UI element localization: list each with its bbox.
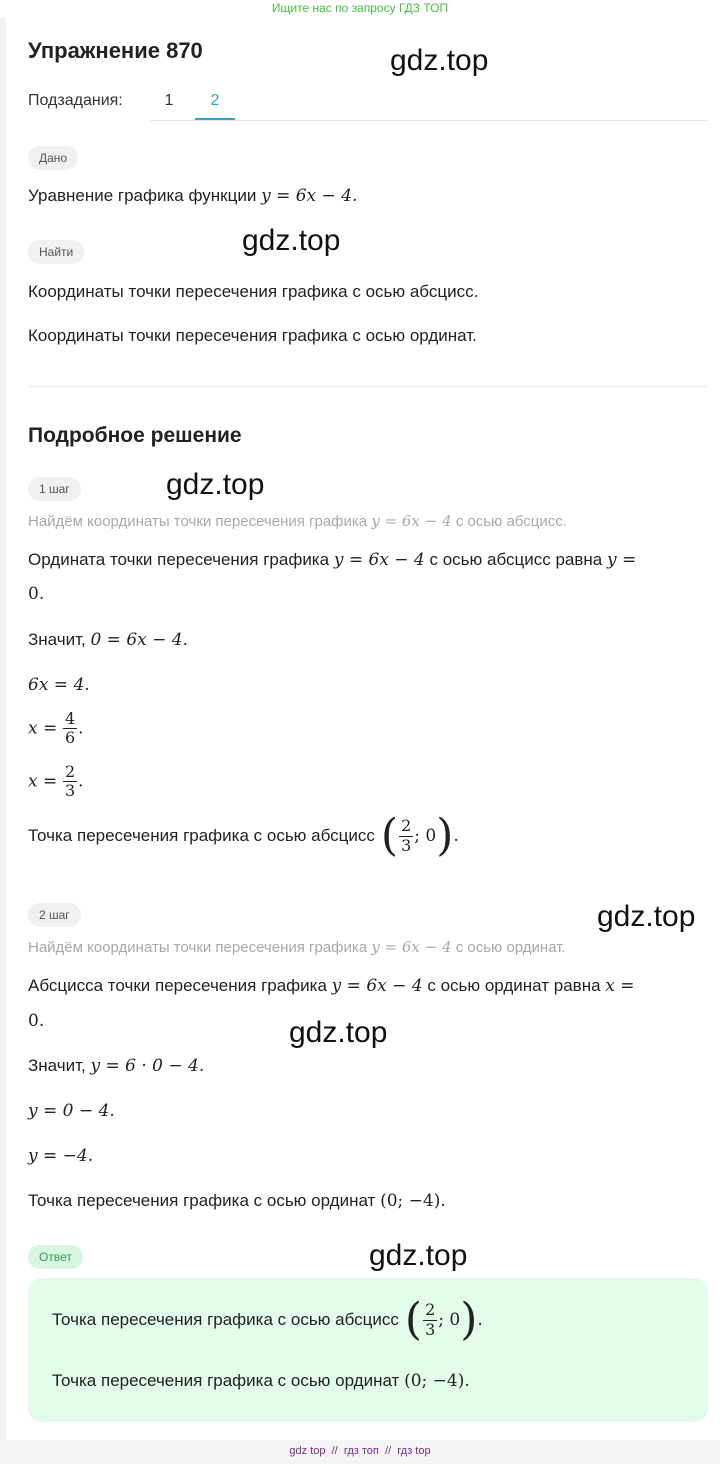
left-rail <box>0 18 6 1446</box>
watermark: gdz.top <box>597 900 696 933</box>
left-paren: ( <box>380 810 399 861</box>
top-banner[interactable]: Ищите нас по запросу ГДЗ ТОП <box>271 1 449 15</box>
step1-line5-frac <box>63 763 77 801</box>
step1-line1-eq2: y = <box>606 550 637 570</box>
step2-line1-a: Абсцисса точки пересечения графика <box>28 976 327 995</box>
answer-line2 <box>52 1371 470 1391</box>
step1-line1-a: Ордината точки пересечения графика <box>28 550 330 569</box>
step1-line1-end: 0. <box>28 584 45 604</box>
frac-den: 3 <box>64 781 76 801</box>
step1-point-rest: ; 0 <box>414 826 437 846</box>
step2-line1-eq2: x = <box>605 976 635 996</box>
frac-den: 3 <box>401 835 412 855</box>
answer-line1 <box>52 1294 483 1345</box>
given-equation: y = 6x − 4. <box>261 186 358 206</box>
step1-line1-eq: y = 6x − 4 <box>333 550 425 570</box>
left-paren: ( <box>404 1294 423 1345</box>
step1-point <box>28 810 459 861</box>
footer-link[interactable]: гдз топ <box>343 1445 379 1457</box>
subtasks-label: Подзадания: <box>28 92 123 109</box>
find-item-1: Координаты точки пересечения графика с осью абсцисс. <box>28 282 479 301</box>
dot: . <box>453 826 459 846</box>
watermark: gdz.top <box>390 44 489 77</box>
step1-hint <box>28 512 567 530</box>
given-label-text: Уравнение графика функции <box>28 186 257 205</box>
step1-line5 <box>28 763 84 801</box>
right-paren: ) <box>436 810 454 861</box>
dot: . <box>477 1310 483 1330</box>
watermark: gdz.top <box>289 1016 388 1049</box>
footer-sep: // <box>385 1445 392 1457</box>
step1-line3: 6x = 4. <box>28 675 90 695</box>
answer-pill: Ответ <box>28 1245 83 1269</box>
step1-line2-a: Значит, <box>28 630 86 649</box>
right-paren: ) <box>460 1294 478 1345</box>
step2-pill: 2 шаг <box>28 903 81 927</box>
frac-den: 3 <box>425 1319 436 1339</box>
watermark: gdz.top <box>166 468 265 501</box>
frac-num: 4 <box>64 709 76 728</box>
watermark: gdz.top <box>242 224 341 257</box>
step2-point <box>28 1191 446 1211</box>
dot: . <box>78 718 84 739</box>
find-item-2: Координаты точки пересечения графика с осью ординат. <box>28 326 477 345</box>
find-pill: Найти <box>28 240 84 264</box>
step2-hint <box>28 938 566 956</box>
step1-hint-eq: y = 6x − 4 <box>371 512 452 530</box>
step1-hint-a: Найдём координаты точки пересечения графика <box>28 513 368 530</box>
given-pill: Дано <box>28 146 78 170</box>
step1-line2-eq: 0 = 6x − 4. <box>90 630 188 650</box>
step2-hint-b: с осью ординат. <box>455 939 566 956</box>
step2-line3: y = 0 − 4. <box>28 1101 115 1121</box>
subtask-tab-2[interactable]: 2 <box>210 92 220 109</box>
footer-link[interactable]: gdz top <box>289 1445 326 1457</box>
step2-line2-eq: y = 6 · 0 − 4. <box>90 1056 205 1076</box>
step2-point-text: Точка пересечения графика с осью ординат <box>28 1191 376 1210</box>
step2-line1-eq: y = 6x − 4 <box>331 976 423 996</box>
step2-line2 <box>28 1056 204 1076</box>
step1-hint-b: с осью абсцисс. <box>455 513 567 530</box>
step1-pill: 1 шаг <box>28 477 81 501</box>
step2-line1 <box>28 976 703 996</box>
solution-title: Подробное решение <box>28 424 242 447</box>
step2-hint-a: Найдём координаты точки пересечения графика <box>28 939 368 956</box>
step1-line4-lhs: x = <box>28 718 58 739</box>
dot: . <box>78 771 84 792</box>
answer-line1-text: Точка пересечения графика с осью абсцисс <box>52 1310 399 1329</box>
footer-links <box>0 1445 720 1457</box>
step2-line2-a: Значит, <box>28 1056 86 1075</box>
watermark: gdz.top <box>369 1239 468 1272</box>
answer-line2-val: (0; −4). <box>404 1371 470 1391</box>
footer-sep: // <box>331 1445 338 1457</box>
page-title: Упражнение 870 <box>28 38 203 63</box>
frac-num: 2 <box>425 1300 436 1320</box>
footer-link[interactable]: гдз top <box>397 1445 431 1457</box>
step2-hint-eq: y = 6x − 4 <box>371 938 452 956</box>
frac-den: 6 <box>64 728 76 748</box>
step2-line1-b: с осью ординат равна <box>427 976 601 995</box>
step1-point-text: Точка пересечения графика с осью абсцисс <box>28 826 375 845</box>
given-text <box>28 186 357 206</box>
section-divider <box>28 386 708 387</box>
subtask-tab-2-underline <box>195 118 235 120</box>
step1-point-frac <box>399 817 413 855</box>
subtasks-divider <box>150 120 708 121</box>
answer-frac <box>423 1301 437 1339</box>
step1-line1 <box>28 550 703 570</box>
step2-line1-end: 0. <box>28 1011 45 1031</box>
answer-line2-text: Точка пересечения графика с осью ординат <box>52 1371 400 1390</box>
answer-line1-rest: ; 0 <box>438 1310 461 1330</box>
frac-num: 2 <box>401 816 412 836</box>
step1-line5-lhs: x = <box>28 771 58 792</box>
step1-line4 <box>28 710 84 748</box>
subtask-tab-1[interactable]: 1 <box>164 92 174 109</box>
frac-num: 2 <box>64 762 76 781</box>
step1-line2 <box>28 630 188 650</box>
step1-line4-frac <box>63 710 77 748</box>
step1-line1-b: с осью абсцисс равна <box>429 550 603 569</box>
step2-point-val: (0; −4). <box>380 1191 446 1211</box>
step2-line4: y = −4. <box>28 1146 94 1166</box>
